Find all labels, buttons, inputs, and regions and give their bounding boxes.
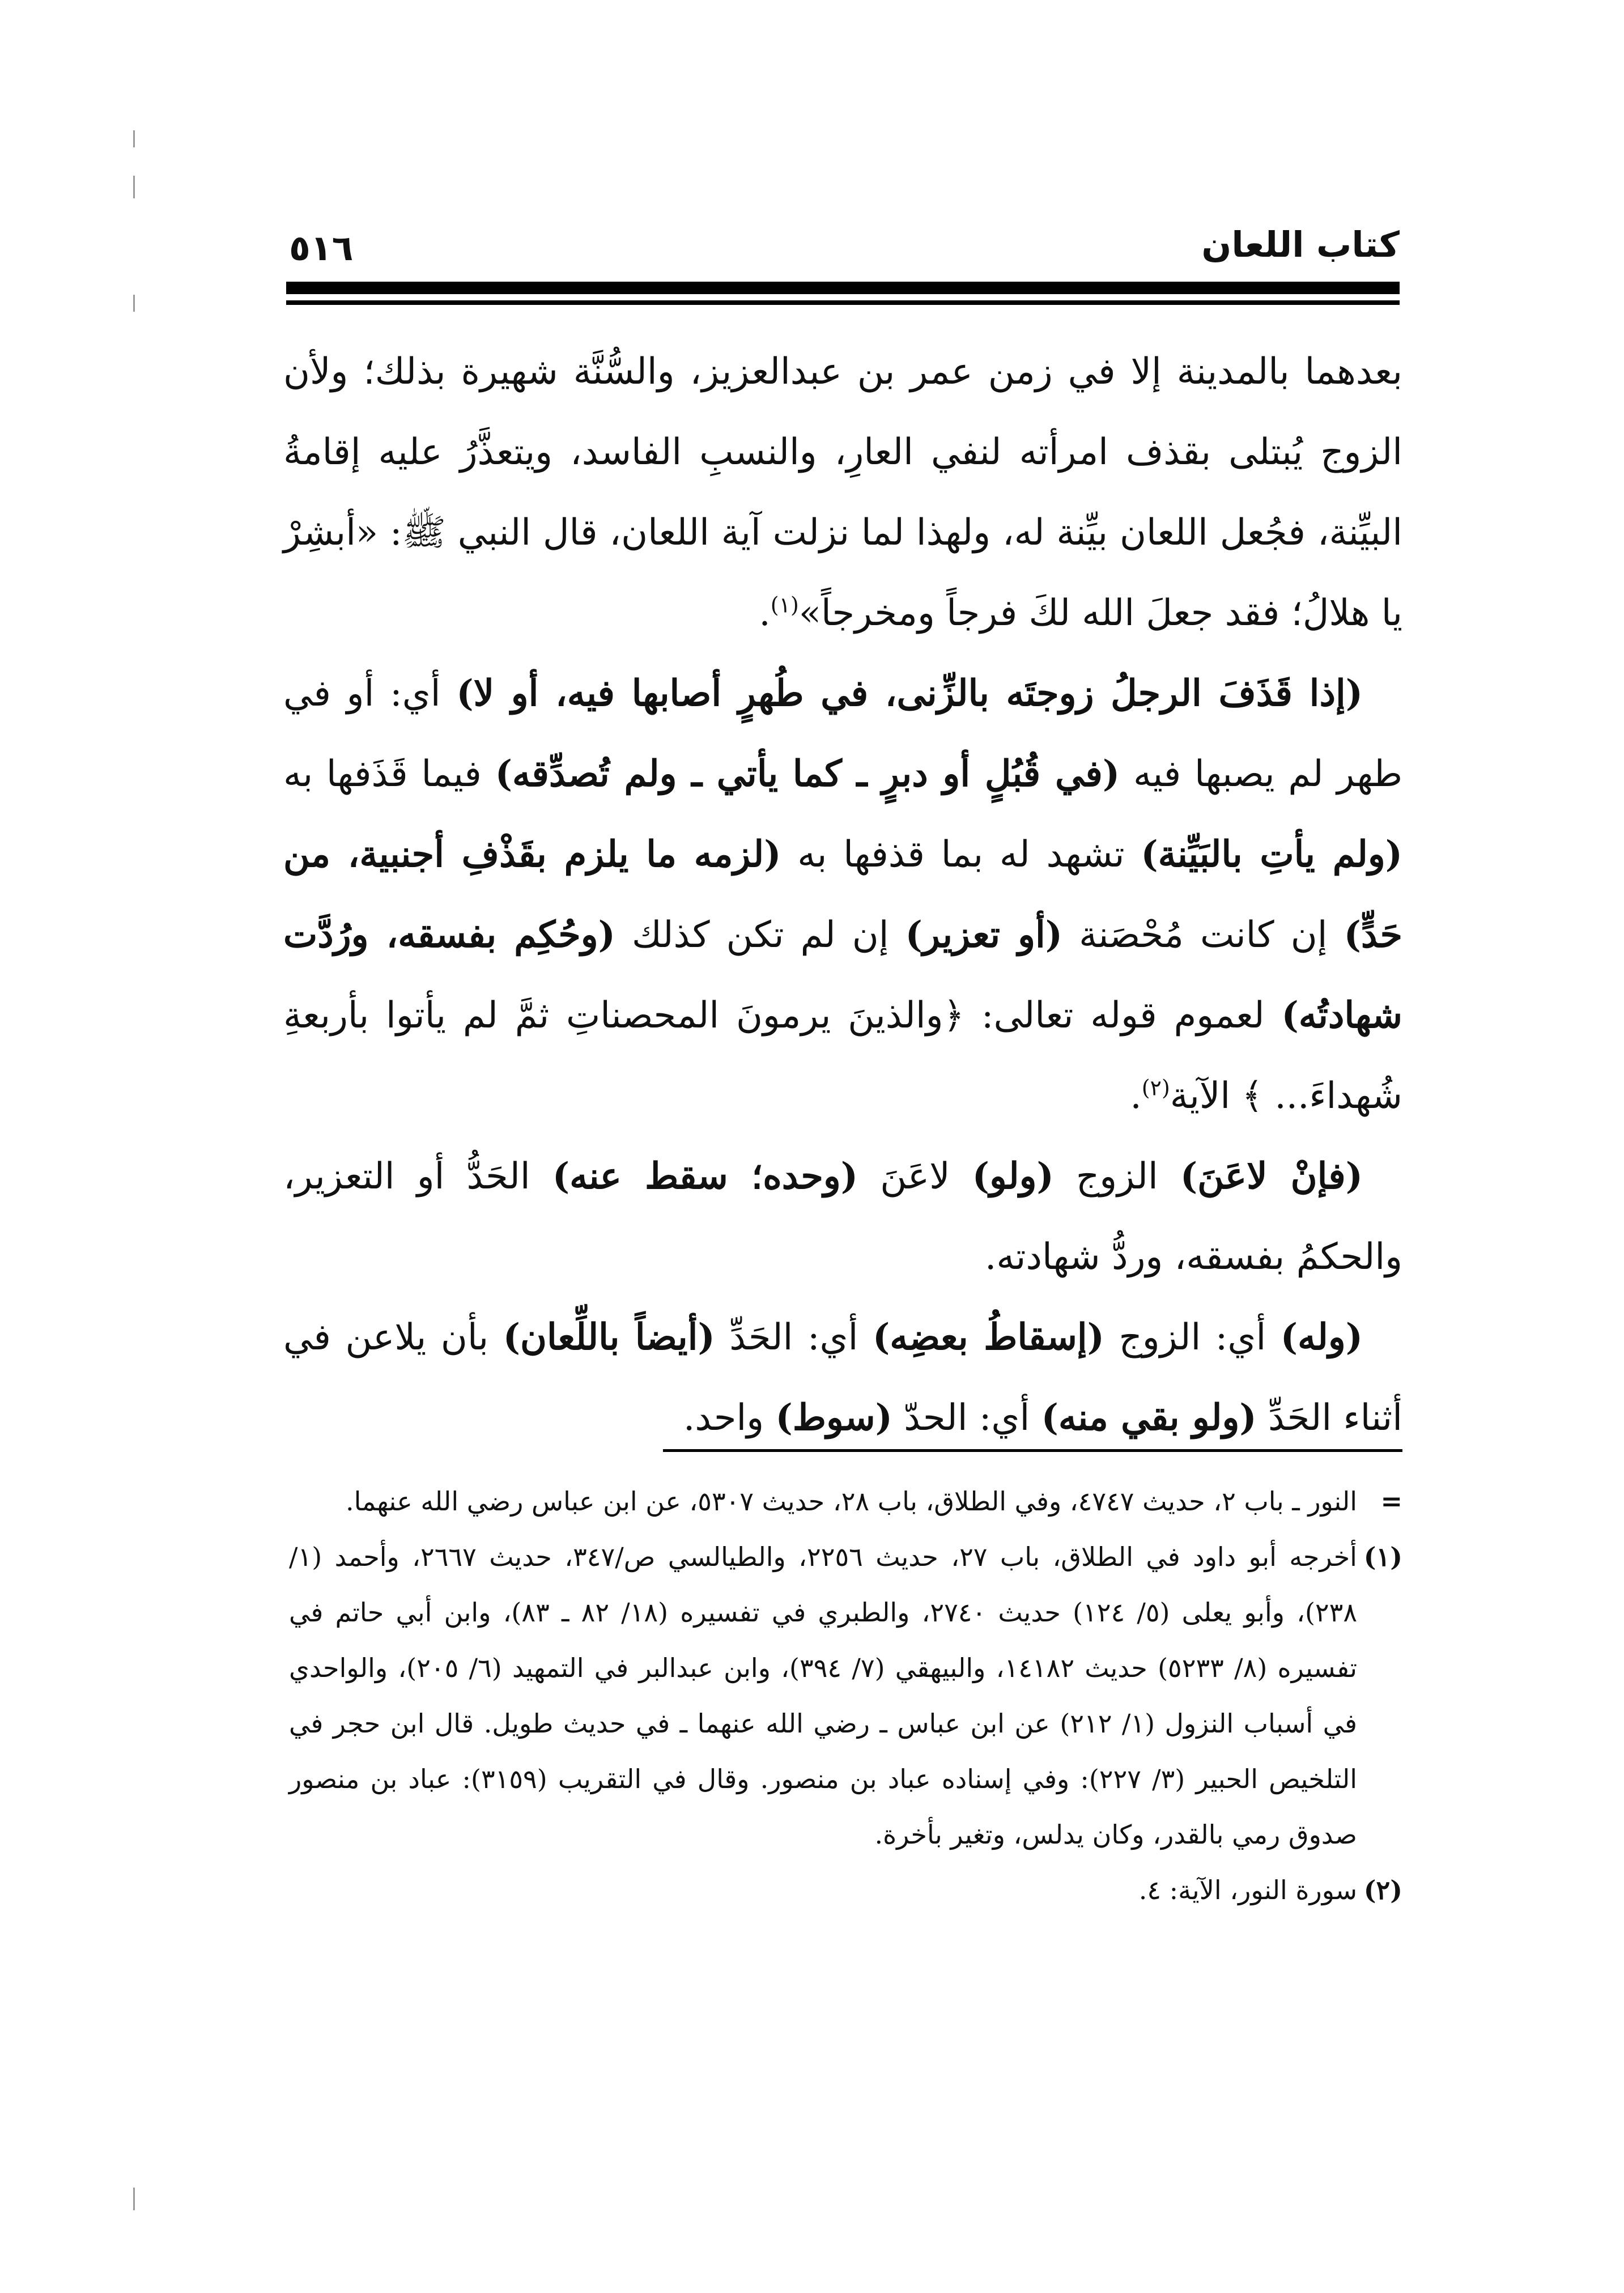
scan-edge-mark [133,2188,135,2210]
commentary-text: . [1130,1075,1142,1117]
paragraph-3 [283,1136,1402,1297]
commentary-text: أي: الحدّ [892,1397,1041,1439]
paragraph-1: بعدهما بالمدينة إلا في زمن عمر بن عبدالعزيز، والسُّنَّة شهيرة بذلك؛ ولأن الزوج يُبتلى بقذف امرأته لنفي العارِ، والنسبِ الفاسد، ويتعذَّرُ عليه إقامةُ البيِّنة، فجُعل اللعان بيِّنة له، ولهذا لما نزلت آية اللعان، قال النبي ﷺ: «أبشِرْ يا هلالُ؛ فقد جعلَ الله لكَ فرجاً ومخرجاً»$^{(١)}$. [283,351,1403,634]
matn-text: (ولو) [972,1155,1054,1198]
footnote-ref: (٢) [1141,1075,1170,1101]
text-line: عليه إقامةُ البيِّنة، فجُعل اللعان بيِّنة له، ولهذا لما نزلت آية اللعان، قال [283,431,1403,554]
commentary-text: أي: [390,673,457,715]
matn-text: (إذا قَذَفَ الرجلُ زوجتَه بالزِّنى، في طُهرٍ أصابها فيه، أو لا) [456,672,1363,715]
matn-text: (إسقاطُ بعضِه) [872,1316,1104,1358]
scan-edge-mark [133,176,135,198]
page-number: ٥١٦ [289,227,354,269]
matn-text: (وله) [1280,1316,1363,1358]
continuation-marker: = [1380,1486,1402,1517]
footnote-text: أخرجه أبو داود في الطلاق، باب ٢٧، حديث ٢٢٥٦، والطيالسي ص/٣٤٧، حديث ٢٦٦٧، وأحمد (١/ ٢٣٨)، وأبو يعلى (٥/ ١٢٤) حديث ٢٧٤٠، والطبري في تفسيره (١٨/ ٨٢ ـ ٨٣)، وابن أبي حاتم في تفسيره (٨/ ٥٢٣٣) حديث ١٤١٨٢، والبيهقي (٧/ ٣٩٤)، وابن عبدالبر في التمهيد (٦/ ٢٠٥)، والواحدي في أسباب النزول (١/ ٢١٢) عن ابن عباس ـ رضي الله عنهما ـ في حديث طويل. قال ابن حجر في التلخيص الحبير (٣/ ٢٢٧): وفي إسناده عباد بن منصور. وقال في التقريب (٣١٥٩): عباد بن منصور صدوق رمي بالقدر، وكان يدلس، وتغير بأخرة. [289,1542,1358,1850]
footnote-separator [663,1449,1402,1452]
book-title: كتاب اللعان [1201,224,1400,265]
header-rule-thin [286,300,1400,305]
footnote-text: سورة النور، الآية: ٤. [1138,1875,1357,1905]
matn-text: (أو تعزير) [905,914,1063,956]
matn-text: (في قُبُلٍ أو دبرٍ ـ كما يأتي ـ ولم تُصدِّقه) [495,753,1120,795]
paragraph-2 [283,653,1402,1136]
matn-text: (وحده؛ سقط عنه) [552,1155,858,1198]
text-line: ولأن الزوج يُبتلى بقذف امرأته لنفي العارِ، والنسبِ الفاسد، ويتعذَّرُ [283,351,1403,473]
scan-edge-mark [133,295,135,312]
commentary-text: بأن يلاعن في أثناء الحَدِّ [283,1317,1402,1439]
footnote-number: (١) [1363,1542,1402,1572]
commentary-text: لعموم قوله تعالى: ﴿والذينَ يرمونَ المحصناتِ ثمَّ لم يأتوا بأربعةِ شُهداءَ... ﴾ الآية [283,995,1402,1117]
footnote-1 [289,1529,1402,1862]
main-text [283,332,1402,1458]
commentary-text: أو في طهر لم يصبها فيه [283,673,1403,795]
running-header [289,224,1400,269]
commentary-text: لاعَنَ [858,1156,972,1198]
footnote-continuation [289,1474,1402,1529]
matn-text: (لزمه ما يلزم بقَذْفِ أجنبية، من حَدٍّ) [283,833,1402,956]
commentary-text: الحَدُّ أو التعزير، والحكمُ بفسقه، وردُّ شهادته. [283,1156,1402,1278]
footnote-ref: (١) [770,592,799,618]
commentary-text: واحد. [683,1397,776,1439]
matn-text: (وحُكِم بفسقه، ورُدَّت شهادتُه) [283,914,1403,1037]
footnotes [289,1474,1402,1918]
commentary-text: فيما قَذَفها به [283,753,495,795]
footnote-text: النور ـ باب ٢، حديث ٤٧٤٧، وفي الطلاق، باب ٢٨، حديث ٥٣٠٧، عن ابن عباس رضي الله عنهما. [346,1486,1357,1517]
matn-text: (ولم يأتِ بالبَيِّنة) [1141,833,1403,876]
commentary-text: إن كانت مُحْصَنة [1062,914,1344,956]
text-line: بعدهما بالمدينة إلا في زمن عمر بن عبدالعزيز، والسُّنَّة شهيرة بذلك؛ [363,351,1403,393]
commentary-text: أي: الحَدِّ [715,1317,873,1358]
footnote-number: (٢) [1363,1875,1402,1905]
matn-text: (فإنْ لاعَنَ) [1180,1155,1363,1198]
header-rule [286,282,1400,294]
scan-edge-mark [133,130,135,147]
matn-text: (أيضاً باللِّعان) [503,1316,715,1358]
matn-text: (ولو بقي منه) [1041,1396,1257,1439]
text-line: النبي ﷺ: «أبشِرْ يا هلالُ؛ فقد جعلَ الله لكَ فرجاً ومخرجاً» [283,512,1402,634]
commentary-text: أي: الزوج [1104,1317,1281,1358]
matn-text: (سوط) [775,1396,892,1439]
commentary-text: الزوج [1053,1156,1180,1198]
commentary-text: إن لم تكن كذلك [615,914,905,956]
paragraph-4 [283,1297,1402,1458]
commentary-text: تشهد له بما قذفها به [781,834,1141,876]
footnote-2 [289,1862,1402,1918]
